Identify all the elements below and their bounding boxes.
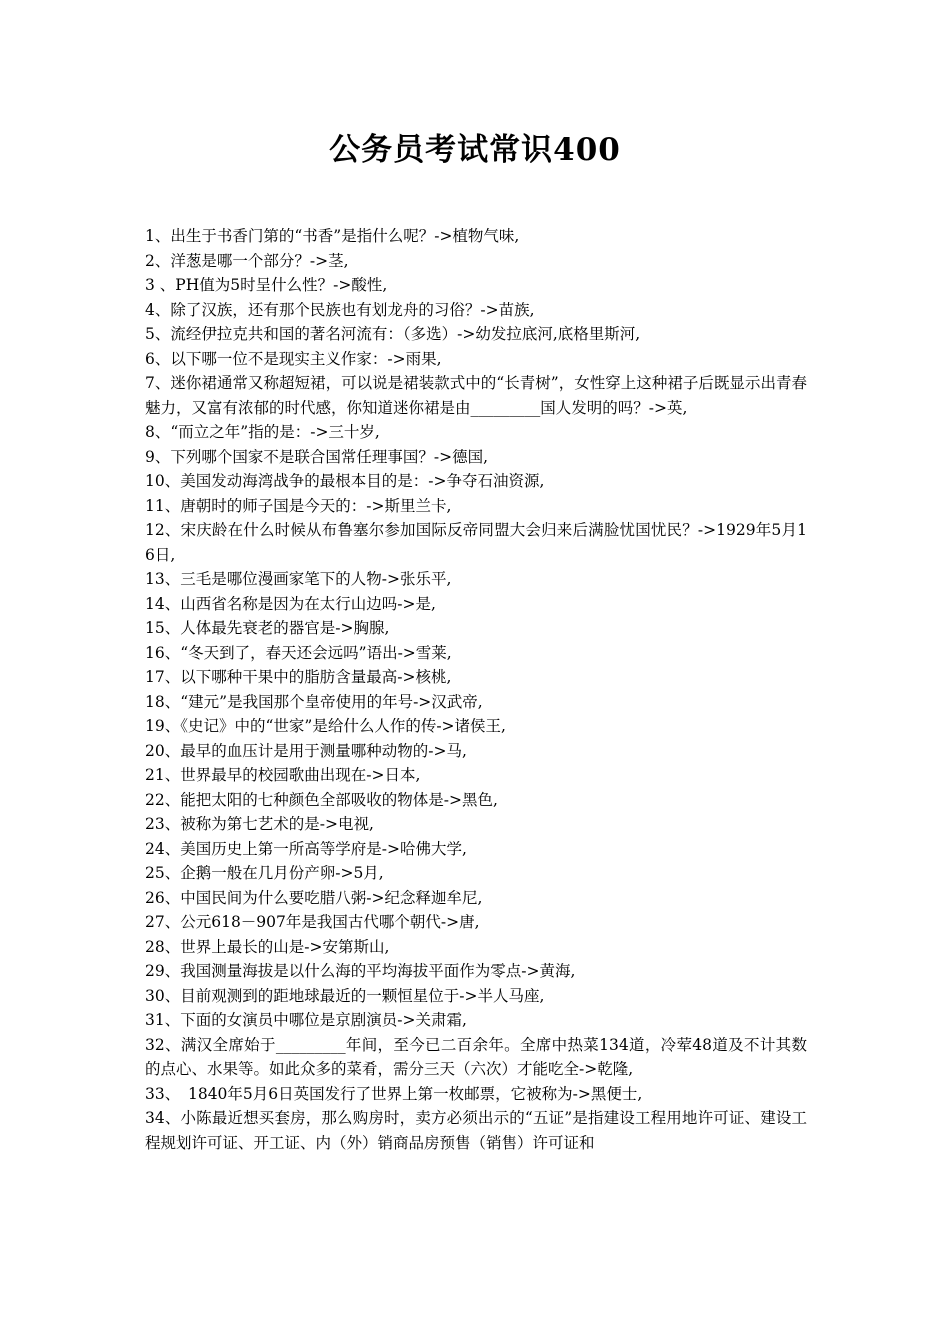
question-item: 16、“冬天到了，春天还会远吗”语出->雪莱, [145, 643, 452, 662]
question-item: 25、企鹅一般在几月份产卵->5月, [145, 864, 384, 882]
question-item: 6、以下哪一位不是现实主义作家：->雨果, [145, 349, 442, 368]
question-item: 17、以下哪种干果中的脂肪含量最高->核桃, [145, 668, 452, 686]
question-item: 2、洋葱是哪一个部分？->茎, [145, 251, 349, 270]
question-item: 13、三毛是哪位漫画家笔下的人物->张乐平, [145, 570, 452, 588]
question-item: 33、 1840年5月6日英国发行了世界上第一枚邮票，它被称为->黑便士, [145, 1084, 643, 1103]
question-item: 18、“建元”是我国那个皇帝使用的年号->汉武帝, [145, 692, 483, 711]
question-item: 4、除了汉族，还有那个民族也有划龙舟的习俗？->苗族, [145, 300, 535, 319]
question-list [145, 224, 807, 1155]
question-item: 30、目前观测到的距地球最近的一颗恒星位于->半人马座, [145, 986, 545, 1005]
question-item: 29、我国测量海拔是以什么海的平均海拔平面作为零点->黄海, [145, 962, 576, 980]
question-item: 7、迷你裙通常又称超短裙，可以说是裙装款式中的“长青树”，女性穿上这种裙子后既显示出青春魅力，又富有浓郁的时代感，你知道迷你裙是由_________国人发明的吗？->英, [145, 374, 807, 417]
question-item: 1、出生于书香门第的“书香”是指什么呢？->植物气味, [145, 227, 520, 245]
question-item: 26、中国民间为什么要吃腊八粥->纪念释迦牟尼, [145, 888, 483, 907]
question-item: 10、美国发动海湾战争的最根本目的是：->争夺石油资源, [145, 472, 545, 490]
question-item: 27、公元618－907年是我国古代哪个朝代->唐, [145, 913, 480, 931]
question-item: 34、小陈最近想买套房，那么购房时，卖方必须出示的“五证”是指建设工程用地许可证、建设工程规划许可证、开工证、内（外）销商品房预售（销售）许可证和 [145, 1109, 807, 1152]
question-item: 32、满汉全席始于_________年间，至今已二百余年。全席中热菜134道，冷荤48道及不计其数的点心、水果等。如此众多的菜肴，需分三天（六次）才能吃全->乾隆, [145, 1035, 807, 1078]
question-item: 14、山西省名称是因为在太行山边吗->是, [145, 594, 436, 613]
question-item: 8、“而立之年”指的是：->三十岁, [145, 423, 380, 441]
question-item: 28、世界上最长的山是->安第斯山, [145, 937, 390, 956]
question-item: 15、人体最先衰老的器官是->胸腺, [145, 619, 390, 637]
question-item: 23、被称为第七艺术的是->电视, [145, 815, 374, 833]
question-item: 24、美国历史上第一所高等学府是->哈佛大学, [145, 839, 467, 858]
question-item: 11、唐朝时的师子国是今天的：->斯里兰卡, [145, 496, 452, 515]
question-item: 9、下列哪个国家不是联合国常任理事国？->德国, [145, 447, 489, 466]
question-item: 31、下面的女演员中哪位是京剧演员->关肃霜, [145, 1011, 467, 1029]
question-item: 5、流经伊拉克共和国的著名河流有：（多选）->幼发拉底河,底格里斯河, [145, 325, 641, 343]
question-item: 20、最早的血压计是用于测量哪种动物的->马, [145, 741, 467, 760]
document-title: 公务员考试常识400 [329, 132, 621, 168]
question-item: 3 、PH值为5时呈什么性？->酸性, [145, 276, 388, 294]
question-item: 12、宋庆龄在什么时候从布鲁塞尔参加国际反帝同盟大会归来后满脸忧国忧民？->1929年5月16日, [145, 521, 807, 564]
question-item: 19、《史记》中的“世家”是给什么人作的传->诸侯王, [145, 717, 506, 735]
question-item: 22、能把太阳的七种颜色全部吸收的物体是->黑色, [145, 790, 498, 809]
question-item: 21、世界最早的校园歌曲出现在->日本, [145, 766, 421, 784]
